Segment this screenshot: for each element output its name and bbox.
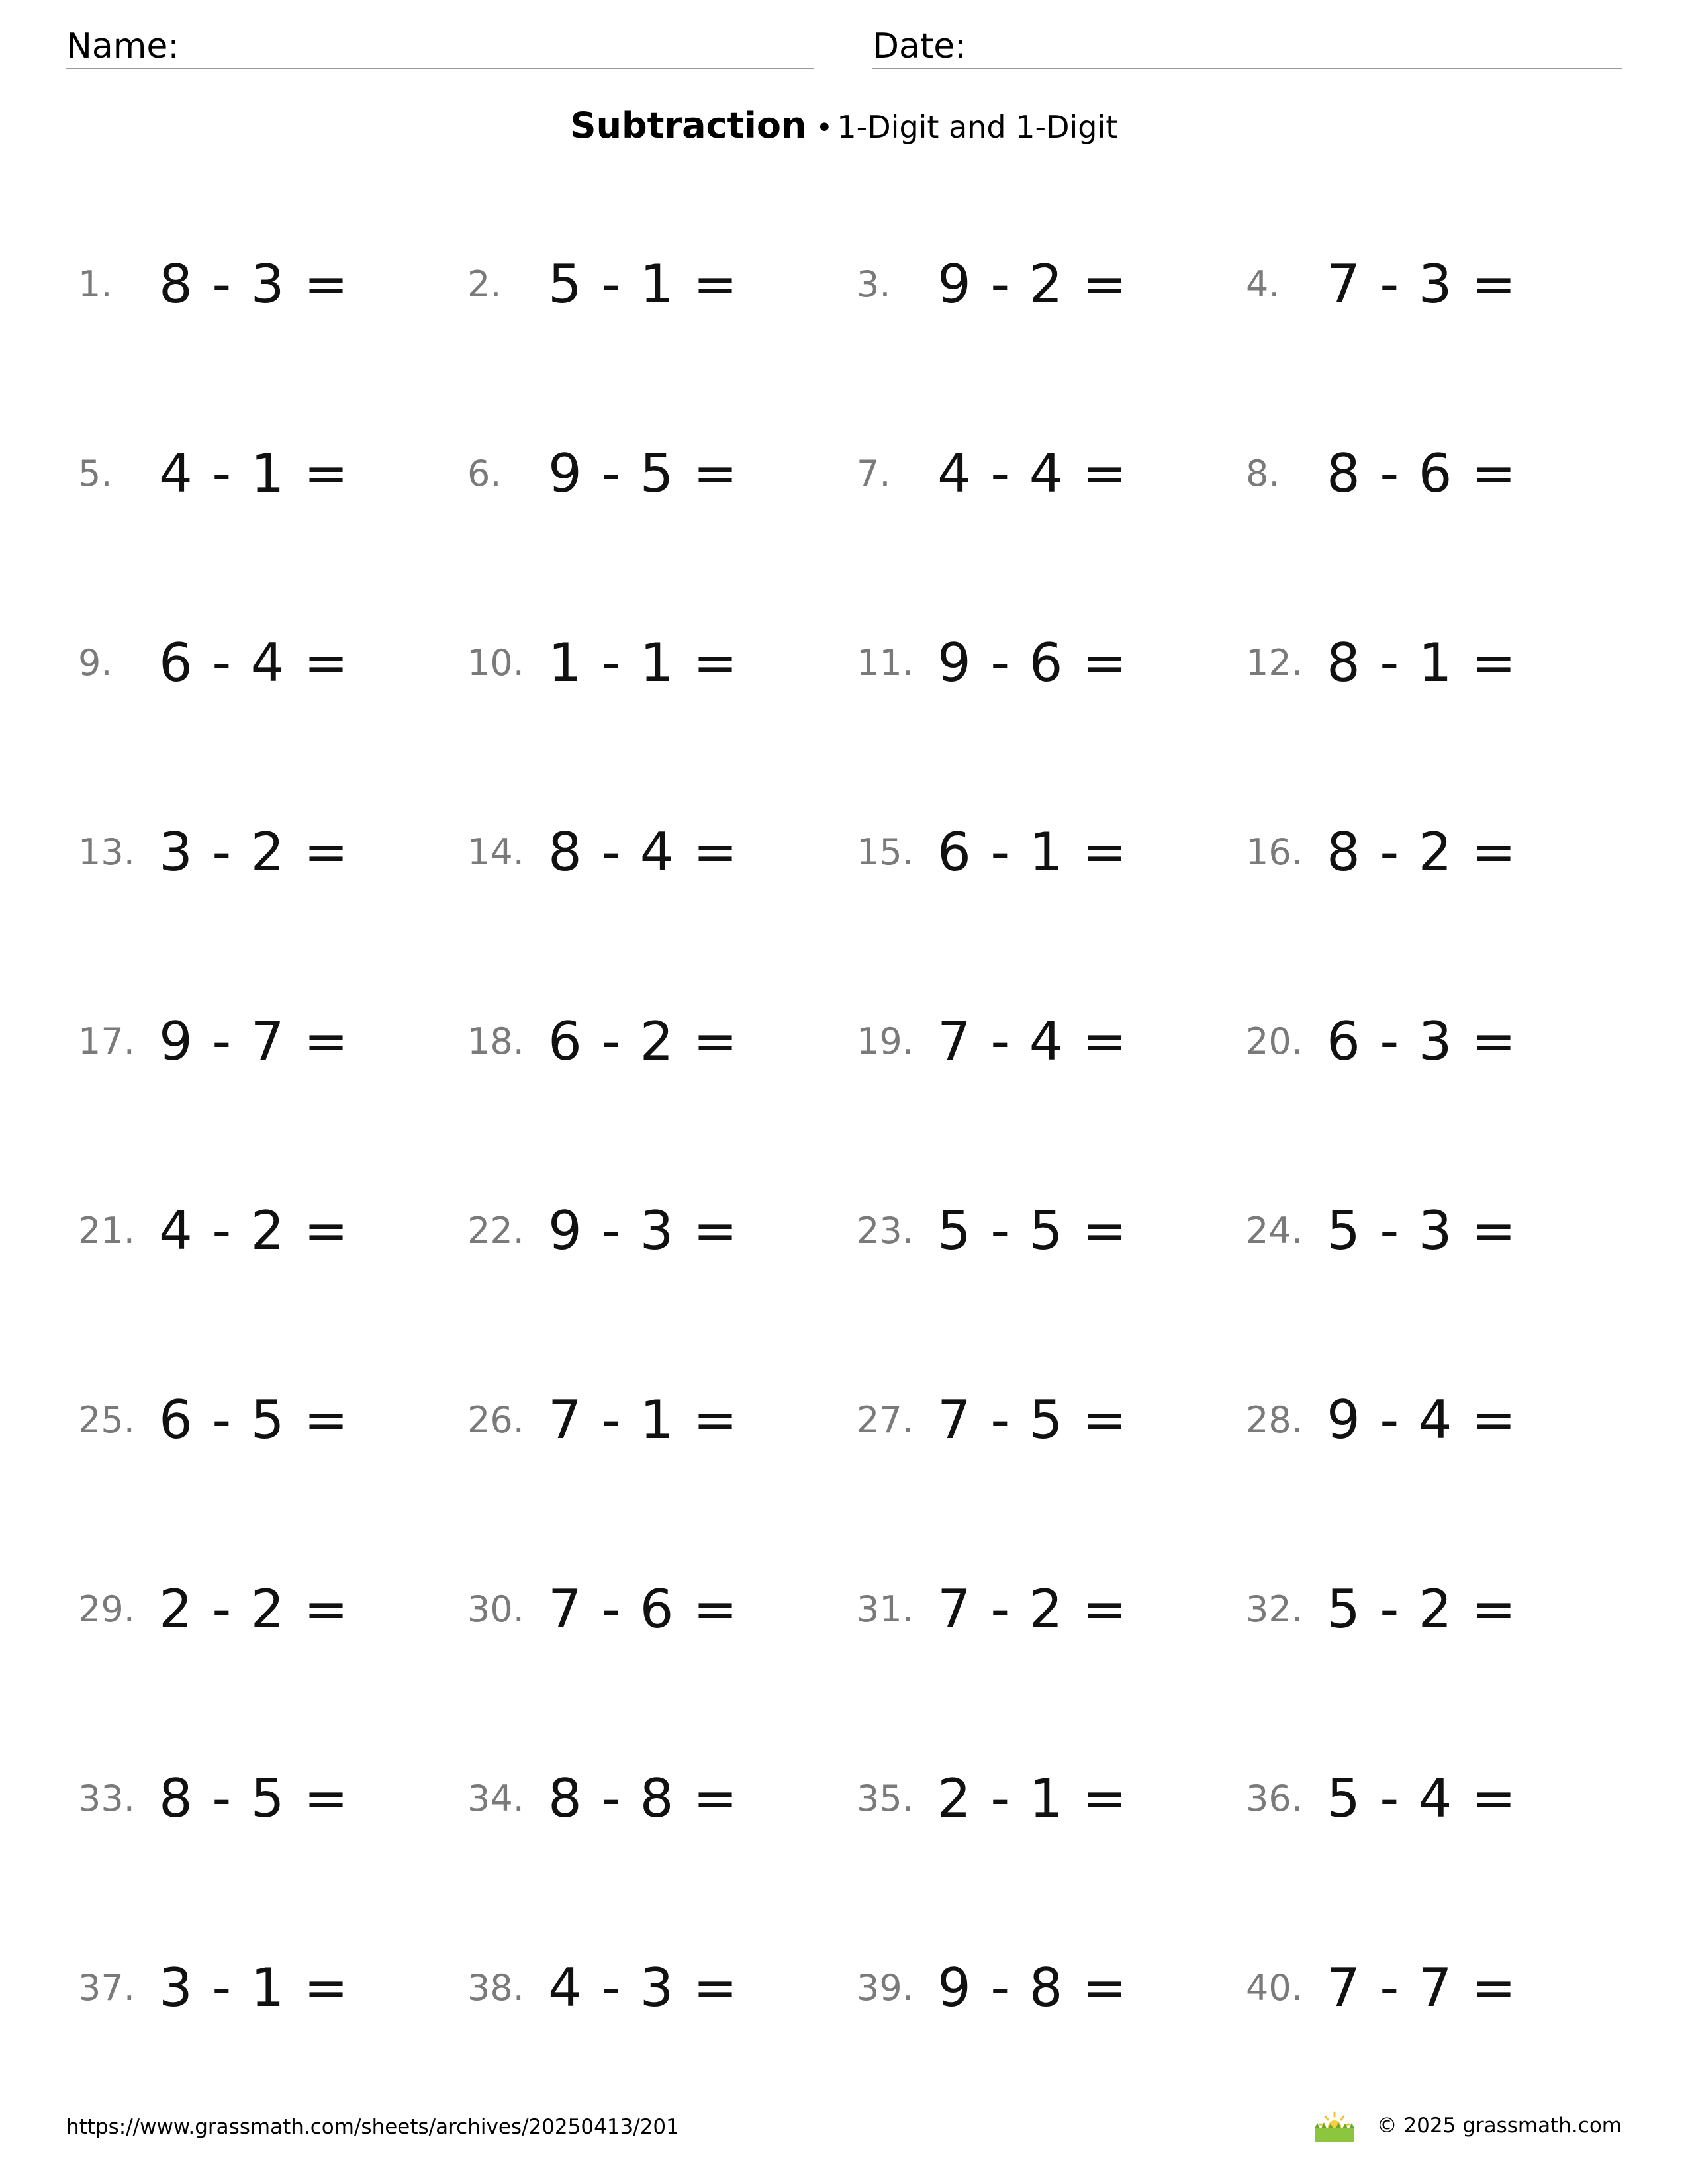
problem-number: 10. (467, 642, 524, 684)
problem-number: 18. (467, 1021, 524, 1062)
problem-number: 16. (1246, 831, 1303, 873)
problem-number: 38. (467, 1967, 524, 2009)
problem-expression: 6 - 1 = (937, 821, 1128, 883)
problem-number: 35. (857, 1778, 914, 1819)
problem-number: 8. (1246, 453, 1280, 494)
problem-expression: 7 - 7 = (1327, 1957, 1517, 2019)
problem-number: 7. (857, 453, 891, 494)
problem-expression: 9 - 5 = (548, 443, 739, 504)
problem-expression: 6 - 2 = (548, 1011, 739, 1072)
problem-number: 19. (857, 1021, 914, 1062)
problem-number: 40. (1246, 1967, 1303, 2009)
grass-sun-logo-icon (1311, 2110, 1358, 2142)
problem-expression: 5 - 2 = (1327, 1578, 1517, 1640)
title-separator: • (816, 111, 833, 145)
problem-expression: 4 - 1 = (159, 443, 350, 504)
problem-expression: 7 - 2 = (937, 1578, 1128, 1640)
problem-number: 17. (78, 1021, 135, 1062)
problem-expression: 7 - 1 = (548, 1389, 739, 1451)
problem-expression: 6 - 3 = (1327, 1011, 1517, 1072)
problem-expression: 7 - 6 = (548, 1578, 739, 1640)
problem-expression: 3 - 2 = (159, 821, 350, 883)
problem-number: 9. (78, 642, 113, 684)
title-main: Subtraction (570, 105, 807, 146)
problem-number: 15. (857, 831, 914, 873)
problem-expression: 9 - 6 = (937, 632, 1128, 694)
problem-expression: 8 - 5 = (159, 1768, 350, 1829)
problem-number: 1. (78, 263, 113, 305)
problem-number: 11. (857, 642, 914, 684)
problem-expression: 5 - 1 = (548, 253, 739, 315)
problem-expression: 9 - 7 = (159, 1011, 350, 1072)
problem-number: 4. (1246, 263, 1280, 305)
problem-expression: 8 - 3 = (159, 253, 350, 315)
problem-expression: 7 - 4 = (937, 1011, 1128, 1072)
name-label: Name: (66, 26, 179, 66)
problem-number: 28. (1246, 1399, 1303, 1441)
problem-expression: 8 - 2 = (1327, 821, 1517, 883)
problem-expression: 8 - 4 = (548, 821, 739, 883)
problem-number: 39. (857, 1967, 914, 2009)
problem-number: 22. (467, 1210, 524, 1251)
problem-number: 13. (78, 831, 135, 873)
footer-url: https://www.grassmath.com/sheets/archives/20250413/201 (66, 2115, 679, 2139)
problem-expression: 9 - 3 = (548, 1200, 739, 1261)
problem-number: 24. (1246, 1210, 1303, 1251)
problem-expression: 8 - 6 = (1327, 443, 1517, 504)
problem-number: 26. (467, 1399, 524, 1441)
date-label: Date: (872, 26, 966, 66)
date-field[interactable] (872, 25, 1622, 69)
problem-expression: 1 - 1 = (548, 632, 739, 694)
problem-number: 31. (857, 1588, 914, 1630)
problem-expression: 2 - 2 = (159, 1578, 350, 1640)
problem-expression: 9 - 8 = (937, 1957, 1128, 2019)
problem-number: 27. (857, 1399, 914, 1441)
problem-number: 5. (78, 453, 113, 494)
footer-brand (1311, 2109, 1622, 2143)
problem-number: 36. (1246, 1778, 1303, 1819)
worksheet-title (0, 105, 1688, 146)
problem-expression: 6 - 5 = (159, 1389, 350, 1451)
problem-expression: 9 - 2 = (937, 253, 1128, 315)
problem-expression: 7 - 5 = (937, 1389, 1128, 1451)
problem-expression: 4 - 3 = (548, 1957, 739, 2019)
problem-number: 20. (1246, 1021, 1303, 1062)
problem-expression: 5 - 3 = (1327, 1200, 1517, 1261)
problem-expression: 6 - 4 = (159, 632, 350, 694)
problem-number: 21. (78, 1210, 135, 1251)
problem-number: 25. (78, 1399, 135, 1441)
copyright-text: © 2025 grassmath.com (1376, 2114, 1622, 2138)
problem-number: 23. (857, 1210, 914, 1251)
problem-number: 2. (467, 263, 502, 305)
problem-number: 30. (467, 1588, 524, 1630)
problem-number: 32. (1246, 1588, 1303, 1630)
problem-expression: 5 - 4 = (1327, 1768, 1517, 1829)
problem-number: 3. (857, 263, 891, 305)
problem-expression: 7 - 3 = (1327, 253, 1517, 315)
title-subtitle: 1-Digit and 1-Digit (837, 109, 1118, 145)
problem-number: 37. (78, 1967, 135, 2009)
problem-expression: 4 - 4 = (937, 443, 1128, 504)
problem-expression: 5 - 5 = (937, 1200, 1128, 1261)
problem-expression: 8 - 8 = (548, 1768, 739, 1829)
problem-expression: 9 - 4 = (1327, 1389, 1517, 1451)
problem-number: 12. (1246, 642, 1303, 684)
problem-number: 33. (78, 1778, 135, 1819)
problem-number: 14. (467, 831, 524, 873)
problem-number: 6. (467, 453, 502, 494)
problem-expression: 2 - 1 = (937, 1768, 1128, 1829)
problem-expression: 8 - 1 = (1327, 632, 1517, 694)
problem-expression: 4 - 2 = (159, 1200, 350, 1261)
problem-number: 29. (78, 1588, 135, 1630)
name-field[interactable] (66, 25, 814, 69)
problem-number: 34. (467, 1778, 524, 1819)
problem-expression: 3 - 1 = (159, 1957, 350, 2019)
